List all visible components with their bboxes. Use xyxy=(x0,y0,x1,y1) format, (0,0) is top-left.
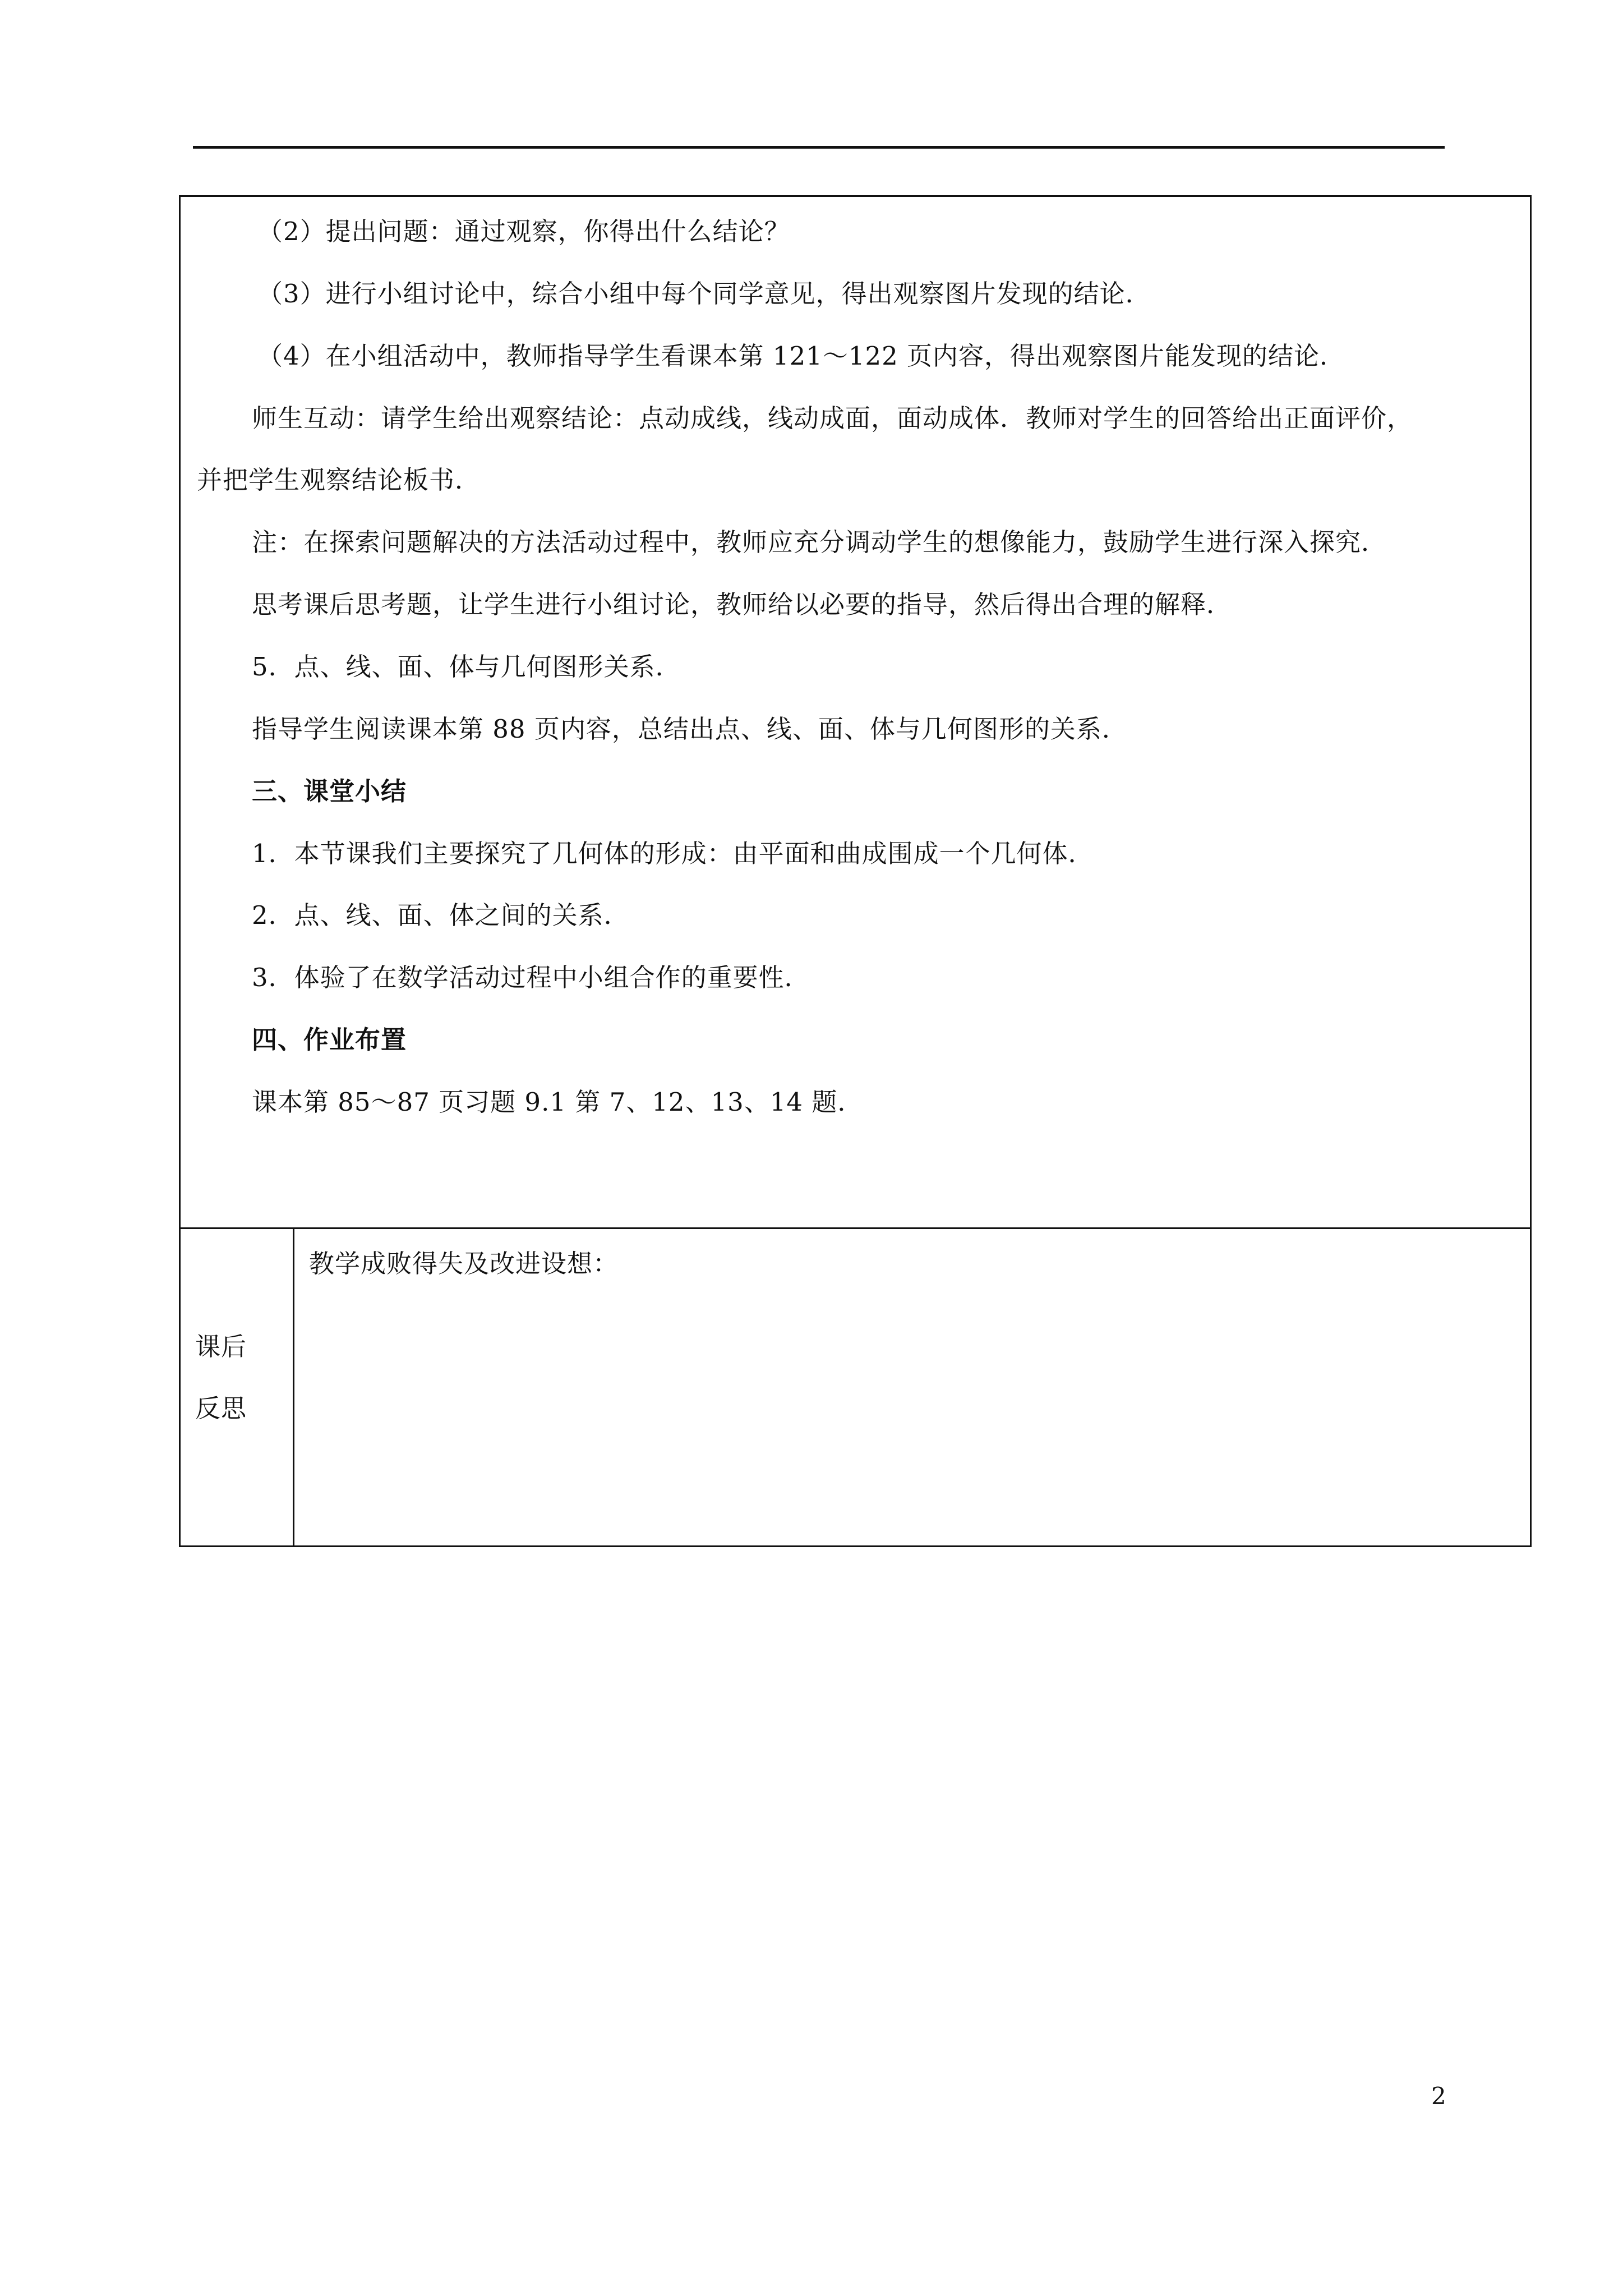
header-rule xyxy=(193,146,1445,149)
list-item: 3．体验了在数学活动过程中小组合作的重要性． xyxy=(252,963,810,992)
reflection-row xyxy=(181,1229,1530,1545)
lesson-plan-table xyxy=(179,195,1532,1547)
page-number: 2 xyxy=(1431,2082,1446,2110)
reflection-label-cell xyxy=(181,1229,294,1545)
reflection-body-cell xyxy=(294,1229,1530,1545)
text-line: 指导学生阅读课本第 88 页内容，总结出点、线、面、体与几何图形的关系． xyxy=(252,714,1128,744)
reflection-prompt: 教学成败得失及改进设想： xyxy=(309,1249,619,1278)
reflection-label: 反思 xyxy=(195,1393,247,1423)
section-heading-summary: 三、课堂小结 xyxy=(252,776,407,806)
list-item: 课本第 85～87 页习题 9.1 第 7、12、13、14 题． xyxy=(252,1087,864,1117)
text-line: 师生互动：请学生给出观察结论：点动成线，线动成面，面动成体．教师对学生的回答给出正面评价， xyxy=(252,403,1413,433)
list-item: 1．本节课我们主要探究了几何体的形成：由平面和曲成围成一个几何体． xyxy=(252,839,1094,868)
text-line: 注：在探索问题解决的方法活动过程中，教师应充分调动学生的想像能力，鼓励学生进行深入探究． xyxy=(252,527,1387,557)
text-line: （4）在小组活动中，教师指导学生看课本第 121～122 页内容，得出观察图片能发现的结论． xyxy=(257,341,1346,371)
text-line: 5．点、线、面、体与几何图形关系． xyxy=(252,652,681,682)
section-heading-homework: 四、作业布置 xyxy=(252,1025,407,1055)
lesson-content-cell xyxy=(181,197,1530,1229)
list-item: 2．点、线、面、体之间的关系． xyxy=(252,900,630,930)
text-line: 思考课后思考题，让学生进行小组讨论，教师给以必要的指导，然后得出合理的解释． xyxy=(252,590,1233,619)
text-line: 并把学生观察结论板书． xyxy=(197,465,481,495)
text-line: （3）进行小组讨论中，综合小组中每个同学意见，得出观察图片发现的结论． xyxy=(257,279,1151,309)
text-line: （2）提出问题：通过观察，你得出什么结论？ xyxy=(257,217,790,246)
reflection-label: 课后 xyxy=(195,1332,247,1361)
